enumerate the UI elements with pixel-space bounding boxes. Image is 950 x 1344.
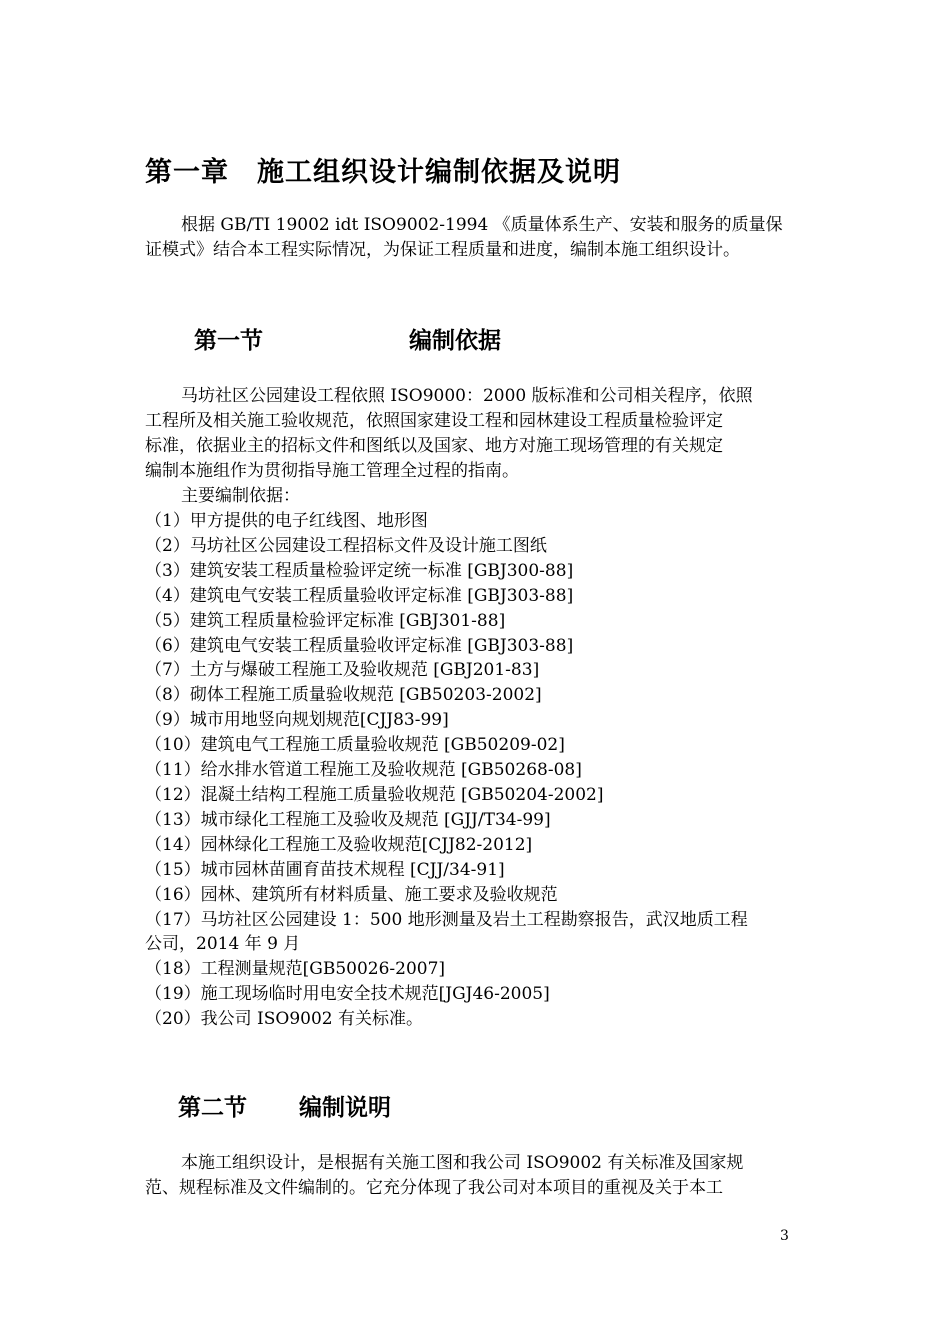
paragraph-line: 编制本施组作为贯彻指导施工管理全过程的指南。 [145,461,519,481]
list-item: （10）建筑电气工程施工质量验收规范 [GB50209-02] [145,735,565,756]
paragraph-line: 范、规程标准及文件编制的。它充分体现了我公司对本项目的重视及关于本工 [145,1178,723,1198]
section-1-heading [194,322,501,355]
section-1-number: 第一节 [194,328,263,354]
list-item-continuation: 公司，2014 年 9 月 [145,934,301,955]
chapter-title [145,150,621,189]
list-item: （4）建筑电气安装工程质量验收评定标准 [GBJ303-88] [145,585,574,606]
paragraph-line: 马坊社区公园建设工程依照 ISO9000：2000 版标准和公司相关程序，依照 [181,386,753,406]
paragraph-line: 标准，依据业主的招标文件和图纸以及国家、地方对施工现场管理的有关规定 [145,436,723,456]
list-item: （5）建筑工程质量检验评定标准 [GBJ301-88] [145,610,506,631]
section-1-title: 编制依据 [409,328,501,354]
list-item: （13）城市绿化工程施工及验收及规范 [GJJ/T34-99] [145,809,551,830]
intro-line: 证模式》结合本工程实际情况，为保证工程质量和进度，编制本施工组织设计。 [145,240,740,260]
section-1-paragraph [145,384,807,509]
paragraph-line: 工程所及相关施工验收规范，依照国家建设工程和园林建设工程质量检验评定 [145,411,723,431]
section-2-heading [178,1089,391,1122]
list-item: （12）混凝土结构工程施工质量验收规范 [GB50204-2002] [145,784,604,805]
intro-line: 根据 GB/TI 19002 idt ISO9002-1994 《质量体系生产、安装和服务的质量保 [181,215,783,235]
list-item: （11）给水排水管道工程施工及验收规范 [GB50268-08] [145,760,582,781]
intro-paragraph [145,213,807,263]
page-number: 3 [780,1228,789,1244]
list-item: （1）甲方提供的电子红线图、地形图 [145,511,428,531]
paragraph-line: 本施工组织设计，是根据有关施工图和我公司 ISO9002 有关标准及国家规 [181,1153,744,1173]
list-item: （20）我公司 ISO9002 有关标准。 [145,1009,424,1030]
list-item: （3）建筑安装工程质量检验评定统一标准 [GBJ300-88] [145,560,574,581]
list-item: （9）城市用地竖向规划规范[CJJ83-99] [145,710,449,731]
list-item: （18）工程测量规范[GB50026-2007] [145,959,446,980]
list-item: （17）马坊社区公园建设 1：500 地形测量及岩土工程勘察报告，武汉地质工程 [145,909,748,930]
list-item: （8）砌体工程施工质量验收规范 [GB50203-2002] [145,685,542,706]
section-2-title: 编制说明 [299,1095,391,1121]
list-item: （7）土方与爆破工程施工及验收规范 [GBJ201-83] [145,660,540,681]
basis-list [145,509,807,1032]
section-2-number: 第二节 [178,1095,247,1121]
list-item: （19）施工现场临时用电安全技术规范[JGJ46-2005] [145,984,550,1005]
list-item: （2）马坊社区公园建设工程招标文件及设计施工图纸 [145,535,547,556]
list-item: （6）建筑电气安装工程质量验收评定标准 [GBJ303-88] [145,635,574,656]
chapter-heading-text: 施工组织设计编制依据及说明 [257,157,621,188]
list-heading: 主要编制依据： [181,486,300,506]
list-item: （16）园林、建筑所有材料质量、施工要求及验收规范 [145,884,558,905]
list-item: （15）城市园林苗圃育苗技术规程 [CJJ/34-91] [145,859,505,880]
list-item: （14）园林绿化工程施工及验收规范[CJJ82-2012] [145,834,533,855]
chapter-number: 第一章 [145,157,229,188]
section-2-paragraph [145,1151,807,1201]
